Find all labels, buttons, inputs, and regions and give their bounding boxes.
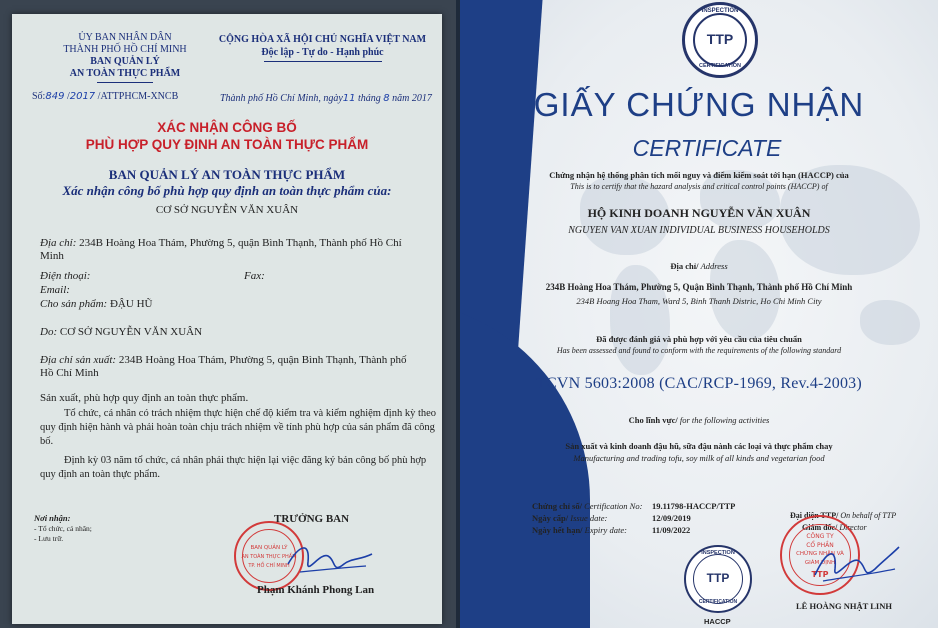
product-value: ĐẬU HŨ <box>109 298 153 310</box>
cert-no-label-en: Certification No: <box>584 501 643 511</box>
issue-label-en: Issue date: <box>570 513 608 523</box>
recipients-title: Nơi nhận: <box>34 513 71 523</box>
date-prefix: Thành phố Hồ Chí Minh, ngày <box>220 93 343 104</box>
director-signature-icon <box>805 535 905 590</box>
production-address-line-1 <box>40 354 407 366</box>
behalf-en: On behalf of TTP <box>840 511 897 520</box>
head-signature-icon <box>280 534 380 584</box>
stamp-text-mid: AN TOÀN THỰC PHẨM <box>241 554 297 560</box>
issuer-underline <box>97 82 153 83</box>
stamp-line-2: CỔ PHẦN <box>806 542 834 549</box>
renewal-paragraph: Định kỳ 03 năm tổ chức, cá nhân phải thực hiện lại việc đăng ký bản công bố phù hợp quy định an toàn thực phẩm. <box>40 455 427 480</box>
certificate-title-en: CERTIFICATE <box>632 135 782 161</box>
document-number <box>32 91 178 102</box>
declaration-title-1: XÁC NHẬN CÔNG BỐ <box>157 120 297 135</box>
motto-underline <box>264 61 382 62</box>
date-month-word: tháng <box>358 93 381 104</box>
address-line-1 <box>40 237 402 249</box>
year-handwritten: 2017 <box>69 91 96 102</box>
recipient-2: - Lưu trữ. <box>34 534 64 543</box>
production-address-label: Địa chỉ sản xuất: <box>40 354 117 366</box>
number-handwritten: 849 <box>45 91 65 102</box>
director-en: Director <box>839 523 867 532</box>
stamp-line-4: GIÁM ĐỊNH <box>804 560 836 566</box>
assessed-vi: Đã được đánh giá và phù hợp với yêu cầu của tiêu chuẩn <box>596 334 802 344</box>
address-value: 234B Hoàng Hoa Thám, Phường 5, quận Bình Thạnh, Thành phố Hồ Chí <box>79 237 402 249</box>
maker-label: Do: <box>40 326 58 338</box>
issue-label-vi: Ngày cấp/ <box>532 513 569 523</box>
seal2-top-text: INSPECTION <box>701 550 735 556</box>
nation-title: CỘNG HÒA XÃ HỘI CHỦ NGHĨA VIỆT NAM <box>218 34 427 45</box>
holder-vi: HỘ KINH DOANH NGUYỄN VĂN XUÂN <box>587 206 811 220</box>
issuer-line-3: BAN QUẢN LÝ <box>90 56 160 67</box>
intro-vi: Chứng nhận hệ thống phân tích mối nguy và điểm kiểm soát tới hạn (HACCP) của <box>549 170 849 180</box>
seal-bottom-text: CERTIFICATION <box>698 63 742 69</box>
date-year: năm 2017 <box>392 93 432 104</box>
scope-en: Manufacturing and trading tofu, soy milk of all kinds and vegetarian food <box>573 453 825 463</box>
cert-no-value: 19.11798-HACCP/TTP <box>652 501 736 511</box>
director-vi: Giám đốc/ <box>802 523 838 532</box>
issue-date-value: 12/09/2019 <box>652 513 691 523</box>
nation-motto: Độc lập - Tự do - Hạnh phúc <box>261 47 384 58</box>
production-address-line-2: Hồ Chí Minh <box>40 367 99 379</box>
scope-label-vi: Cho lĩnh vực/ <box>628 415 678 425</box>
assessed-en: Has been assessed and found to conform with the requirements of the following standard <box>556 346 842 355</box>
issuer-line-4: AN TOÀN THỰC PHẨM <box>69 68 181 79</box>
left-document-photo <box>0 0 456 628</box>
seal-top-text: INSPECTION <box>701 8 739 14</box>
issuer-line-2: THÀNH PHỐ HỒ CHÍ MINH <box>63 44 187 55</box>
head-name: Phạm Khánh Phong Lan <box>257 584 375 596</box>
right-document-photo <box>460 0 938 628</box>
issue-date-label <box>532 513 607 523</box>
scope-label-en: for the following activities <box>679 415 770 425</box>
cert-no-label <box>532 501 642 511</box>
address-label: Địa chỉ: <box>40 237 77 249</box>
confirmation-line: Xác nhận công bố phù hợp quy định an toàn thực phẩm của: <box>62 183 392 198</box>
holder-en: NGUYEN VAN XUAN INDIVIDUAL BUSINESS HOUSEHOLDS <box>568 225 830 236</box>
phone-label: Điện thoại: <box>40 270 91 282</box>
number-separator: / <box>66 91 70 102</box>
company-name: CƠ SỞ NGUYỄN VĂN XUÂN <box>155 204 299 216</box>
date-month-handwritten: 8 <box>383 93 390 104</box>
haccp-certificate <box>460 0 938 628</box>
certificate-title-vi: GIẤY CHỨNG NHẬN <box>533 86 865 123</box>
stamp-line-5: TTP <box>811 570 829 579</box>
seal2-bottom-text: CERTIFICATION <box>698 599 738 605</box>
expiry-label-en: Expiry date: <box>584 525 627 535</box>
production-address-value: 234B Hoàng Hoa Thám, Phường 5, quận Bình Thạnh, Thành phố <box>118 354 407 366</box>
cert-no-label-vi: Chứng chỉ số/ <box>532 501 582 511</box>
declaration-title-2: PHÙ HỢP QUY ĐỊNH AN TOÀN THỰC PHẨM <box>85 137 369 152</box>
scope-label-line <box>460 415 938 425</box>
board-name: BAN QUẢN LÝ AN TOÀN THỰC PHẨM <box>108 167 346 182</box>
email-label: Email: <box>40 284 70 296</box>
seal2-caption: HACCP <box>704 617 731 626</box>
product-line <box>40 298 152 310</box>
fax-label: Fax: <box>244 270 265 282</box>
stamp-text-bot: TP. HỒ CHÍ MINH <box>248 563 290 569</box>
inspection-certification-seal-small <box>684 545 752 613</box>
scope-vi: Sản xuất và kinh doanh đậu hũ, sữa đậu nành các loại và thực phẩm chay <box>565 441 833 451</box>
number-suffix: /ATTPHCM-XNCB <box>97 91 179 102</box>
maker-line <box>40 326 202 338</box>
declaration-certificate <box>12 14 442 624</box>
inspection-certification-seal <box>682 2 758 78</box>
seal2-mid-text: TTP <box>706 571 730 585</box>
product-label: Cho sản phẩm: <box>40 298 108 310</box>
expiry-date-label <box>532 525 627 535</box>
address-line-2: Minh <box>40 250 64 262</box>
expiry-label-vi: Ngày hết hạn/ <box>532 525 583 535</box>
seal-mid-text: TTP <box>706 31 734 47</box>
recipient-1: - Tổ chức, cá nhân; <box>34 524 92 533</box>
stamp-line-1: CÔNG TY <box>806 533 834 540</box>
maker-value: CƠ SỞ NGUYỄN VĂN XUÂN <box>59 326 203 338</box>
standard-code: TCVN 5603:2008 (CAC/RCP-1969, Rev.4-2003) <box>536 375 862 392</box>
address-label-en: Address <box>700 261 728 271</box>
responsibility-paragraph: Tổ chức, cá nhân có trách nhiệm thực hiện chế độ kiểm tra và kiểm nghiệm định kỳ theo quy định hiện hành và phải hoàn toàn chịu trách nhiệm về tính phù hợp của sản phẩm đã công bố. <box>40 408 437 447</box>
address-label-line <box>460 261 938 271</box>
issuer-line-1: ỦY BAN NHÂN DÂN <box>78 32 172 43</box>
address-en: 234B Hoang Hoa Tham, Ward 5, Binh Thanh Distric, Ho Chi Minh City <box>576 296 822 306</box>
compliance-statement: Sản xuất, phù hợp quy định an toàn thực phẩm. <box>40 392 249 404</box>
address-vi: 234B Hoàng Hoa Thám, Phường 5, Quận Bình Thạnh, Thành phố Hồ Chí Minh <box>545 282 853 292</box>
behalf-vi: Đại diện TTP/ <box>790 511 839 520</box>
signer-name: LÊ HOÀNG NHẬT LINH <box>796 601 892 611</box>
expiry-date-value: 11/09/2022 <box>652 525 691 535</box>
date-day-handwritten: 11 <box>342 93 356 104</box>
issue-date-line <box>220 93 432 104</box>
stamp-text-top: BAN QUẢN LÝ <box>250 545 288 551</box>
head-title: TRƯỞNG BAN <box>274 513 350 525</box>
address-label-vi: Địa chỉ/ <box>670 261 699 271</box>
intro-en: This is to certify that the hazard analysis and critical control points (HACCP) of <box>570 182 828 191</box>
number-prefix: Số: <box>32 91 46 102</box>
stamp-line-3: CHỨNG NHẬN VÀ <box>796 551 844 557</box>
